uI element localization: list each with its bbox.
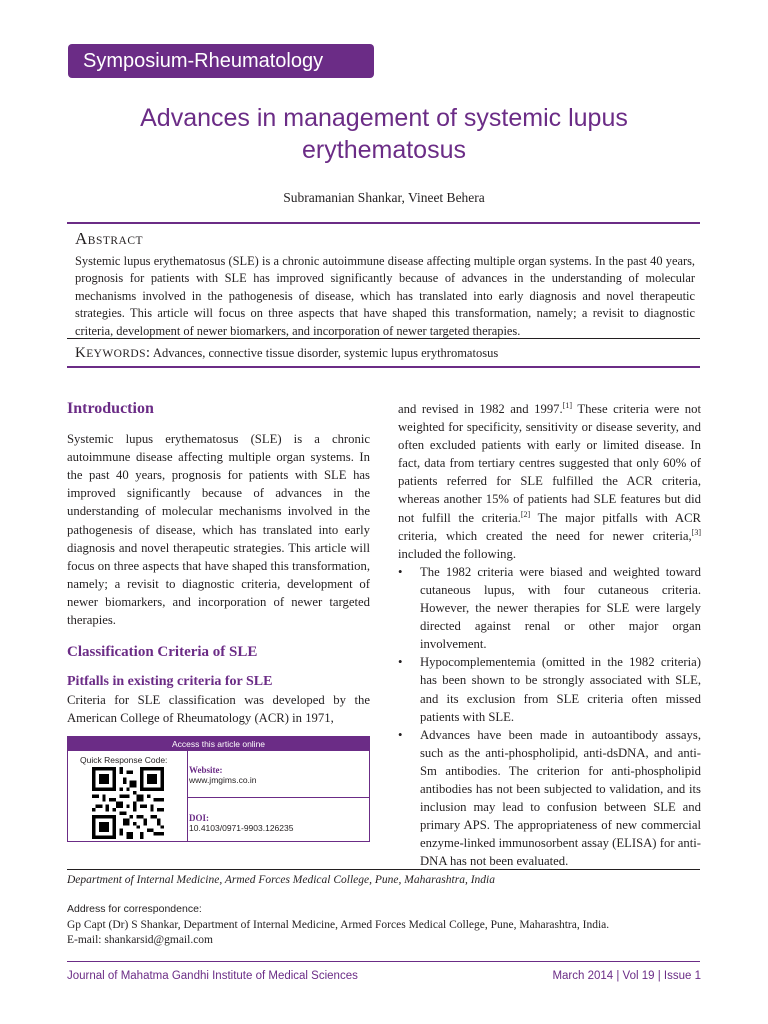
abstract-heading: ABSTRACT — [75, 229, 144, 248]
access-box-divider — [187, 751, 188, 841]
abstract-text: Systemic lupus erythematosus (SLE) is a chronic autoimmune disease affecting multiple organ systems. In the past 40 years, prognosis for patients with SLE has improved significantly because of advances in the understanding of molecular mechanisms involved in the pathogenesis of disease, which has translated into early diagnosis and novel therapeutic strategies. This article will focus on three aspects that have shaped this transformation, namely; a revisit to diagnostic criteria, development of newer biomarkers, and incorporation of newer targeted therapies. — [75, 254, 695, 338]
footnote-divider — [67, 869, 700, 870]
doi-block — [189, 813, 293, 833]
doi-link[interactable]: 10.4103/0971-9903.126235 — [189, 823, 294, 833]
pitfall-item: • Hypocomplementemia (omitted in the 1982 criteria) has been shown to be strongly associated with SLE, and its exclusion from SLE criteria often missed patients with SLE. — [398, 653, 701, 725]
email-line[interactable]: E-mail: shankarsid@gmail.com — [67, 934, 214, 946]
authors: Subramanian Shankar, Vineet Behera — [283, 190, 485, 205]
pitfall-item: • Advances have been made in autoantibody assays, such as the anti-phospholipid, anti-dsDNA, and anti-Sm antibodies. The criterion for anti-phospholipid antibodies has not been subjected to validation, and its inclusion may lead to confusion between SLE and primary APS. The appropriateness of new commercial enzyme-linked immunosorbent assay (ELISA) for anti-DNA has not been evaluated. — [398, 726, 701, 871]
introduction-text: Systemic lupus erythematosus (SLE) is a chronic autoimmune disease affecting multiple organ systems. In the past 40 years, prognosis for patients with SLE has improved significantly because of advances in the understanding of molecular mechanisms involved in the pathogenesis of disease, which has translated into early diagnosis and novel therapeutic strategies. This article will focus on three aspects that have shaped this transformation, namely; a revisit to diagnostic criteria, development of newer biomarkers, and incorporation of newer targeted therapies. — [67, 432, 370, 628]
article-title — [60, 102, 708, 166]
address-line: Gp Capt (Dr) S Shankar, Department of Internal Medicine, Armed Forces Medical College, Pune, Maharashtra, India. — [67, 918, 610, 931]
pitfalls-list — [398, 563, 701, 871]
journal-name: Journal of Mahatma Gandhi Institute of Medical Sciences — [67, 970, 358, 982]
access-article-box — [67, 736, 370, 842]
website-block — [189, 765, 257, 785]
access-box-divider — [187, 797, 370, 798]
keywords-text: Advances, connective tissue disorder, systemic lupus erythromatosus — [150, 346, 499, 360]
title-line-1: Advances in management of systemic lupus — [140, 104, 628, 132]
section-banner: Symposium-Rheumatology — [68, 44, 374, 78]
keywords-divider — [67, 338, 700, 339]
correspondence-address — [67, 902, 609, 949]
introduction-heading: Introduction — [67, 400, 154, 417]
qr-label: Quick Response Code: — [80, 755, 168, 765]
issue-info: March 2014 | Vol 19 | Issue 1 — [552, 970, 701, 982]
reference-1[interactable]: [1] — [562, 400, 573, 410]
pitfalls-text: Criteria for SLE classification was developed by the American College of Rheumatology (ACR) in 1971, — [67, 693, 370, 726]
left-column — [67, 400, 370, 728]
keywords: KEYWORDS: Advances, connective tissue disorder, systemic lupus erythromatosus — [75, 345, 499, 361]
qr-code-icon[interactable] — [92, 767, 164, 839]
title-line-2: erythematosus — [302, 136, 466, 164]
right-column — [398, 400, 701, 870]
pitfalls-heading: Pitfalls in existing criteria for SLE — [67, 674, 273, 690]
website-link[interactable]: www.jmgims.co.in — [189, 775, 257, 785]
address-label: Address for correspondence: — [67, 903, 202, 915]
department-affiliation: Department of Internal Medicine, Armed Forces Medical College, Pune, Maharashtra, India — [67, 874, 495, 886]
classification-heading: Classification Criteria of SLE — [67, 644, 258, 661]
pitfall-item: • The 1982 criteria were biased and weighted toward cutaneous lupus, with four cutaneous criteria. However, the newer therapies for SLE were largely directed against renal or other major organ involvement. — [398, 563, 701, 653]
footer-rule — [67, 961, 700, 962]
abstract-bottom-rule — [67, 366, 700, 368]
reference-2[interactable]: [2] — [520, 509, 531, 519]
abstract-top-rule — [67, 222, 700, 224]
criteria-paragraph: and revised in 1982 and 1997.[1] These criteria were not weighted for specificity, sensitivity or disease severity, and often excluded patients with early or limited disease. In fact, data from tertiary centres suggested that only 60% of patients referred for SLE fulfilled the ACR criteria, whereas another 15% of patients had SLE features but did not fulfill the criteria.[2] The major pitfalls with ACR criteria, which created the need for newer criteria,[3] included the following. — [398, 400, 701, 561]
doi-label: DOI: — [189, 813, 209, 823]
reference-3[interactable]: [3] — [691, 527, 701, 537]
website-label: Website: — [189, 765, 223, 775]
access-box-header: Access this article online — [68, 737, 369, 751]
